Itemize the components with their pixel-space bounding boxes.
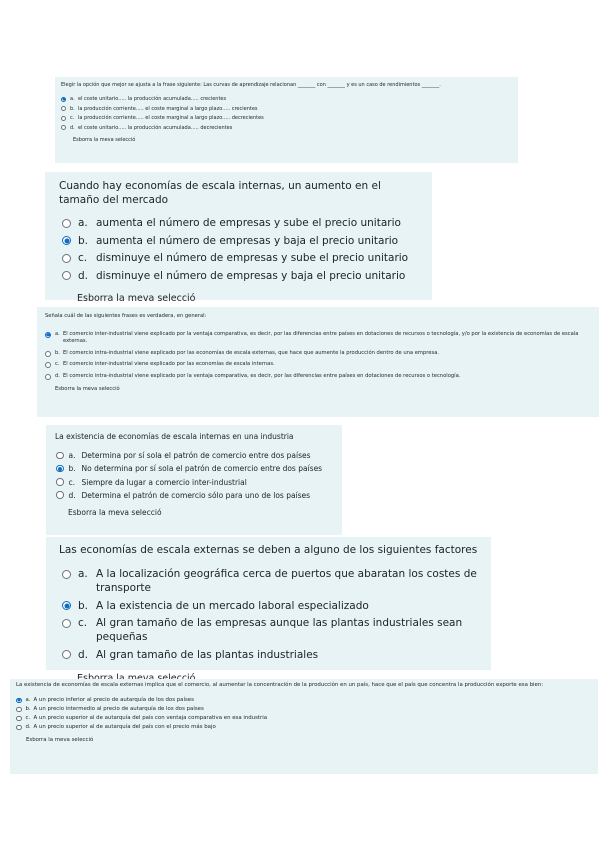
question-6: [10, 679, 598, 774]
clear-selection-link[interactable]: Esborra la meva selecció: [77, 293, 196, 304]
answer-option-b[interactable]: [59, 599, 478, 613]
option-letter: d.: [68, 490, 76, 500]
question-stem: La existencia de economías de escala internas en una industria: [55, 432, 294, 441]
answer-option-c[interactable]: [59, 616, 478, 644]
option-letter: c.: [25, 714, 31, 721]
option-letter: a.: [70, 96, 75, 102]
option-text: A la localización geográfica cerca de puertos que abaratan los costes de transporte: [96, 568, 477, 594]
question-4: [46, 425, 342, 535]
option-letter: b.: [25, 705, 31, 712]
radio-selected-icon[interactable]: [45, 332, 51, 338]
radio-icon[interactable]: [45, 362, 51, 368]
clear-selection-link[interactable]: Esborra la meva selecció: [55, 386, 120, 392]
answer-option-a[interactable]: [59, 567, 478, 595]
radio-selected-icon[interactable]: [62, 601, 71, 610]
option-letter: d.: [78, 269, 89, 282]
radio-icon[interactable]: [16, 716, 22, 722]
answer-option-d[interactable]: [45, 373, 591, 381]
option-text: aumenta el número de empresas y sube el precio unitario: [96, 217, 401, 229]
option-text: Determina el patrón de comercio sólo para uno de los países: [81, 490, 311, 500]
radio-icon[interactable]: [56, 478, 64, 486]
option-letter: c.: [55, 361, 60, 367]
answer-option-b[interactable]: [59, 234, 418, 248]
option-text: A un precio superior al de autarquía del país con el precio más bajo: [33, 723, 216, 730]
option-letter: c.: [68, 477, 76, 487]
option-letter: a.: [78, 568, 88, 580]
option-letter: d.: [70, 124, 75, 131]
clear-selection-link[interactable]: Esborra la meva selecció: [68, 508, 162, 518]
option-text: A la existencia de un mercado laboral especializado: [96, 599, 369, 612]
answer-option-a[interactable]: [45, 331, 591, 346]
option-text: aumenta el número de empresas y baja el precio unitario: [96, 234, 399, 247]
answer-option-d[interactable]: [55, 490, 333, 501]
option-letter: c.: [78, 252, 88, 264]
question-3: [37, 307, 599, 417]
radio-icon[interactable]: [56, 491, 64, 499]
answer-option-b[interactable]: [16, 706, 592, 714]
question-stem: Las economías de escala externas se deben a alguno de los siguientes factores: [59, 544, 478, 556]
option-letter: a.: [68, 451, 76, 460]
radio-icon[interactable]: [61, 116, 66, 121]
option-text: Determina por sí sola el patrón de comercio entre dos países: [81, 451, 311, 460]
radio-selected-icon[interactable]: [62, 236, 71, 245]
question-stem: La existencia de economías de escala externas implica que el comercio, al aumentar la concentración de la producción en un país, hace que el país que concentra la producción exporte esa bien:: [16, 682, 544, 688]
question-stem: Cuando hay economías de escala internas, un aumento en el tamaño del mercado: [59, 180, 381, 206]
option-text: la producción corriente..... el coste marginal a largo plazo..... decrecientes: [78, 115, 264, 121]
clear-selection-link[interactable]: Esborra la meva selecció: [26, 736, 94, 743]
radio-icon[interactable]: [62, 619, 71, 628]
question-5: [46, 537, 491, 670]
option-letter: d.: [25, 723, 31, 730]
option-text: la producción corriente..... el coste marginal a largo plazo..... crecientes: [78, 105, 258, 112]
question-2: [45, 172, 432, 304]
question-stem: Elegir la opción que mejor se ajusta a la frase siguiente: Las curvas de aprendizaje relacionan _______ con _______ y es un caso de rendimientos _______.: [61, 82, 441, 88]
radio-icon[interactable]: [45, 351, 51, 357]
option-text: disminuye el número de empresas y baja el precio unitario: [96, 269, 406, 282]
option-letter: d.: [78, 648, 89, 661]
answer-option-c[interactable]: [45, 361, 591, 369]
option-text: No determina por sí sola el patrón de comercio entre dos países: [81, 464, 323, 474]
question-1: [55, 77, 518, 163]
option-text: Al gran tamaño de las plantas industriales: [96, 648, 319, 661]
radio-icon[interactable]: [62, 570, 71, 579]
option-letter: b.: [68, 464, 76, 474]
option-text: el coste unitario..... la producción acumulada..... decrecientes: [78, 124, 233, 131]
option-letter: a.: [78, 217, 88, 229]
answer-option-c[interactable]: [55, 477, 333, 488]
option-letter: a.: [55, 330, 60, 337]
answer-option-a[interactable]: [55, 450, 333, 461]
answer-option-b[interactable]: [61, 105, 512, 113]
option-letter: b.: [78, 599, 89, 612]
answer-option-d[interactable]: [59, 269, 418, 283]
answer-option-d[interactable]: [61, 124, 512, 132]
option-text: A un precio intermedio al precio de autarquía de los dos países: [33, 705, 204, 712]
option-text: Siempre da lugar a comercio inter-industrial: [81, 477, 247, 487]
option-text: Al gran tamaño de las empresas aunque las plantas industriales sean pequeñas: [96, 617, 463, 644]
answer-option-c[interactable]: [59, 251, 418, 265]
option-text: El comercio inter-industrial viene explicado por las economías de escala internas.: [63, 361, 275, 367]
answer-option-c[interactable]: [61, 114, 512, 122]
radio-icon[interactable]: [61, 106, 66, 111]
answer-option-c[interactable]: [16, 715, 592, 723]
answer-option-a[interactable]: [61, 95, 512, 103]
radio-selected-icon[interactable]: [61, 97, 66, 102]
option-letter: d.: [55, 372, 60, 379]
radio-icon[interactable]: [61, 125, 66, 130]
option-letter: b.: [55, 349, 60, 356]
option-text: El comercio inter-industrial viene explicado por la ventaja comparativa, es decir, por las diferencias entre países en dotaciones de recursos o tecnología, y/o por la existencia de economías de escala externas.: [63, 330, 579, 344]
radio-icon[interactable]: [62, 271, 71, 280]
answer-option-a[interactable]: [59, 216, 418, 230]
option-text: A un precio superior al de autarquía del país con ventaja comparativa en esa industria: [33, 714, 268, 721]
option-text: El comercio intra-industrial viene explicado por la ventaja comparativa, es decir, por las diferencias entre países en dotaciones de recursos o tecnología.: [63, 372, 461, 379]
radio-icon[interactable]: [62, 650, 71, 659]
option-text: disminuye el número de empresas y sube el precio unitario: [96, 252, 409, 264]
answer-option-b[interactable]: [55, 463, 333, 474]
option-letter: b.: [70, 105, 75, 112]
option-letter: c.: [78, 617, 88, 630]
option-text: El comercio intra-industrial viene explicado por las economías de escala externas, que hace que aumente la producción dentro de una empresa.: [63, 349, 440, 356]
option-text: el coste unitario..... la producción acumulada..... crecientes: [78, 96, 227, 102]
option-letter: b.: [78, 234, 89, 247]
answer-option-a[interactable]: [16, 697, 592, 705]
radio-icon[interactable]: [16, 725, 22, 731]
radio-icon[interactable]: [45, 374, 51, 380]
radio-selected-icon[interactable]: [16, 698, 22, 704]
option-letter: c.: [70, 115, 75, 121]
radio-icon[interactable]: [16, 707, 22, 713]
answer-option-d[interactable]: [16, 724, 592, 732]
option-letter: a.: [25, 696, 31, 703]
question-stem: Señala cuál de las siguientes frases es verdadera, en general:: [45, 313, 207, 319]
option-text: A un precio inferior al precio de autarquía de los dos países: [33, 696, 194, 703]
radio-icon[interactable]: [56, 452, 64, 460]
radio-icon[interactable]: [62, 254, 71, 263]
radio-icon[interactable]: [62, 219, 71, 228]
clear-selection-link[interactable]: Esborra la meva selecció: [73, 137, 136, 143]
radio-selected-icon[interactable]: [56, 465, 64, 473]
answer-option-d[interactable]: [59, 648, 478, 662]
answer-option-b[interactable]: [45, 350, 591, 358]
